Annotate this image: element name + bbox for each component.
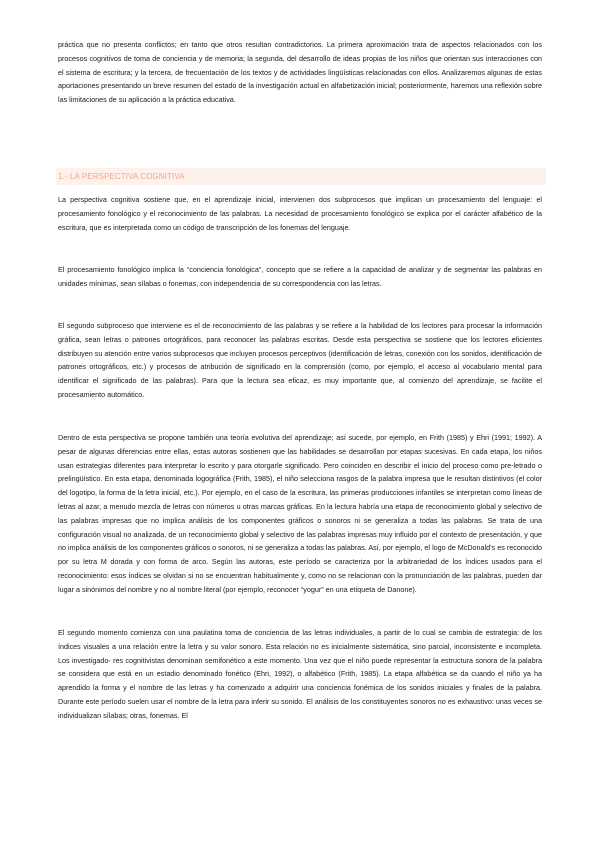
paragraph-2: El procesamiento fonológico implica la “conciencia fonológica”, concepto que se refiere a la capacidad de analizar y de segmentar las palabras en unidades mínimas, sean sílabas o fonemas, con independencia de su correspondencia con las letras.	[58, 265, 542, 288]
paragraph-4: Dentro de esta perspectiva se propone también una teoría evolutiva del aprendizaje; así sucede, por ejemplo, en Frith (1985) y Ehri (1991; 1992). A pesar de algunas diferencias entre ellas, estas autoras sostienen que las habilidades se desarrollan por etapas sucesivas. En cada etapa, los niños usan estrategias diferentes para interpretar lo escrito y para otorgarle significado. Pero coinciden en describir el inicio del proceso como pre-letrado o prelingüístico. En esta etapa, denominada logográfica (Frith, 1985), el niño selecciona rasgos de la palabra impresa que le resultan distintivos (el color del logotipo, la forma de la letra inicial, etc.). Por ejemplo, en el caso de la escritura, las primeras producciones infantiles se interpretan como líneas de letras al azar, a menudo mezcla de letras con números u otras marcas gráficas. En la lectura habría una etapa de reconocimiento global y selectivo de las palabras impresas que no implica análisis de los componentes gráficos o sonoros ni se generaliza a todas las palabras. Se trata de una configuración visual no analizada, de un reconocimiento global y selectivo de las palabras impresas muy influido por el contexto de presentación, y que no implica análisis de los componentes gráficos o sonoros, ni se generaliza a todas las palabras. Así, por ejemplo, el logo de McDonald’s es reconocido por su letra M dorada y con forma de arco. Según las autoras, este período se caracteriza por la arbitrariedad de los índices usados para el reconocimiento: esos índices se olvidan si no se encuentran habitualmente y, como no se relacionan con la pronunciación de las palabras, pueden dar lugar a sinónimos del nombre y no al nombre literal (por ejemplo, reconocer “yogur” en una etiqueta de Danone).	[58, 433, 542, 594]
section-heading: 1.- LA PERSPECTIVA COGNITIVA	[56, 168, 546, 185]
intro-paragraph: práctica que no presenta conflictos; en tanto que otros resultan contradictorios. La primera aproximación trata de aspectos relacionados con los procesos cognitivos de toma de conciencia y de memoria; la segunda, del desarrollo de ideas propias de los niños que orientan sus interacciones con el sistema de escritura; y la tercera, de frecuentación de los textos y de actividades lingüísticas relacionadas con ellos. Analizaremos algunas de estas aportaciones presentando un breve resumen del estado de la investigación actual en alfabetización inicial; posteriormente, haremos una reflexión sobre las limitaciones de su aplicación a la práctica educativa.	[58, 40, 542, 105]
paragraph-1: La perspectiva cognitiva sostiene que, en el aprendizaje inicial, intervienen dos subprocesos que implican un procesamiento del lenguaje: el procesamiento fonológico y el reconocimiento de las palabras. La necesidad de procesamiento fonológico se explica por el carácter alfabético de la escritura, que es interpretada como un código de transcripción de los fonemas del lenguaje.	[58, 195, 542, 232]
paragraph-3: El segundo subproceso que interviene es el de reconocimiento de las palabras y se refiere a la habilidad de los lectores para procesar la información gráfica, sean letras o patrones ortográficos, para reconocer las palabras escritas. Desde esta perspectiva se sostiene que los lectores eficientes distribuyen su atención entre varios subprocesos que incluyen procesos perceptivos (identificación de letras, conexión con los sonidos, identificación de patrones ortográficos, etc.) y procesos de atribución de significado en la comprensión (como, por ejemplo, el acceso al vocabulario mental para identificar el significado de las palabras). Para que la lectura sea eficaz, es muy importante que, al comienzo del aprendizaje, se facilite el procesamiento automático.	[58, 321, 542, 399]
paragraph-5: El segundo momento comienza con una paulatina toma de conciencia de las letras individuales, a partir de lo cual se cambia de estrategia: de los índices visuales a una relación entre la letra y su valor sonoro. Esta relación no es inicialmente sistemática, sino parcial, inconsistente e incompleta. Los investigado- res cognitivistas denominan semifonético a este momento. Una vez que el niño puede representar la estructura sonora de la palabra se considera que está en un estadio denominado fonético (Ehri, 1992), o alfabético (Frith, 1985). La etapa alfabética se da cuando el niño ya ha aprendido la forma y el nombre de las letras y ha comenzado a adquirir una conciencia fonémica de los sonidos iniciales y finales de la palabra. Durante este período suelen usar el nombre de la letra para inferir su sonido. El análisis de los constituyentes sonoros no es exhaustivo: unas veces se individualizan sílabas; otras, fonemas. El	[58, 628, 542, 720]
